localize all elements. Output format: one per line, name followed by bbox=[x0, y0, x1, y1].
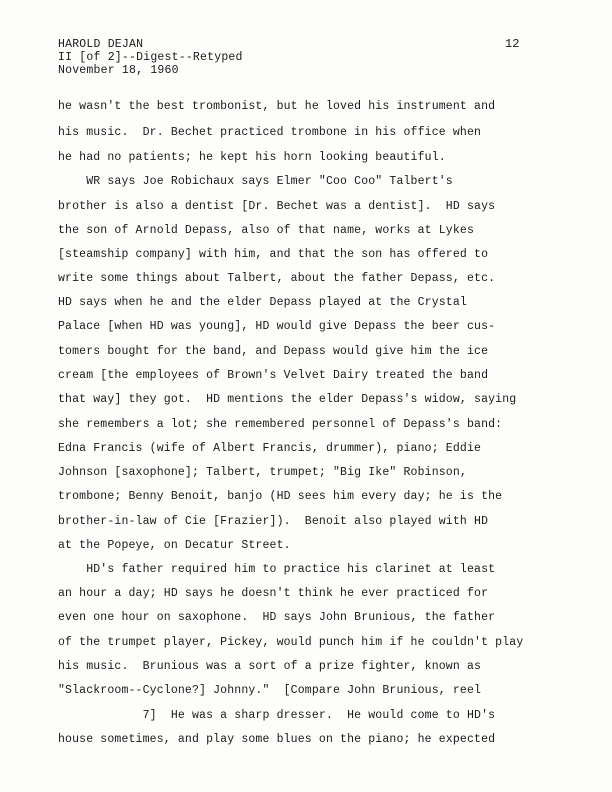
header-interviewee: HAROLD DEJAN bbox=[58, 38, 144, 51]
text-line: the son of Arnold Depass, also of that name, works at Lykes bbox=[58, 224, 475, 237]
text-line: HD says when he and the elder Depass played at the Crystal bbox=[58, 296, 467, 309]
header-date: November 18, 1960 bbox=[58, 64, 179, 77]
text-line: tomers bought for the band, and Depass would give him the ice bbox=[58, 345, 489, 358]
text-line: brother-in-law of Cie [Frazier]). Benoit also played with HD bbox=[58, 515, 489, 528]
text-line: his music. Brunious was a sort of a prize fighter, known as bbox=[58, 660, 482, 673]
text-line: an hour a day; HD says he doesn't think he ever practiced for bbox=[58, 587, 489, 600]
text-line: trombone; Benny Benoit, banjo (HD sees him every day; he is the bbox=[58, 490, 503, 503]
text-line: of the trumpet player, Pickey, would punch him if he couldn't play bbox=[58, 636, 524, 649]
text-line: that way] they got. HD mentions the elder Depass's widow, saying bbox=[58, 393, 517, 406]
text-line: he wasn't the best trombonist, but he loved his instrument and bbox=[58, 100, 496, 113]
text-line: WR says Joe Robichaux says Elmer "Coo Coo" Talbert's bbox=[58, 175, 453, 188]
text-line: [steamship company] with him, and that the son has offered to bbox=[58, 248, 489, 261]
text-line: house sometimes, and play some blues on the piano; he expected bbox=[58, 733, 496, 746]
text-line: "Slackroom--Cyclone?] Johnny." [Compare John Brunious, reel bbox=[58, 684, 482, 697]
text-line: she remembers a lot; she remembered personnel of Depass's band: bbox=[58, 418, 503, 431]
text-line: at the Popeye, on Decatur Street. bbox=[58, 539, 291, 552]
document-header bbox=[58, 38, 243, 77]
text-line: cream [the employees of Brown's Velvet Dairy treated the band bbox=[58, 369, 489, 382]
text-line: even one hour on saxophone. HD says John Brunious, the father bbox=[58, 611, 496, 624]
text-line: HD's father required him to practice his clarinet at least bbox=[58, 563, 496, 576]
text-line: he had no patients; he kept his horn looking beautiful. bbox=[58, 151, 446, 164]
text-line: Edna Francis (wife of Albert Francis, drummer), piano; Eddie bbox=[58, 442, 482, 455]
text-line: Palace [when HD was young], HD would give Depass the beer cus- bbox=[58, 320, 496, 333]
text-line: 7] He was a sharp dresser. He would come to HD's bbox=[58, 709, 496, 722]
header-reel-info: II [of 2]--Digest--Retyped bbox=[58, 51, 243, 64]
text-line: Johnson [saxophone]; Talbert, trumpet; "Big Ike" Robinson, bbox=[58, 466, 467, 479]
text-line: write some things about Talbert, about the father Depass, etc. bbox=[58, 272, 496, 285]
text-line: brother is also a dentist [Dr. Bechet was a dentist]. HD says bbox=[58, 200, 496, 213]
text-line: his music. Dr. Bechet practiced trombone in his office when bbox=[58, 126, 482, 139]
page-number: 12 bbox=[505, 37, 520, 51]
